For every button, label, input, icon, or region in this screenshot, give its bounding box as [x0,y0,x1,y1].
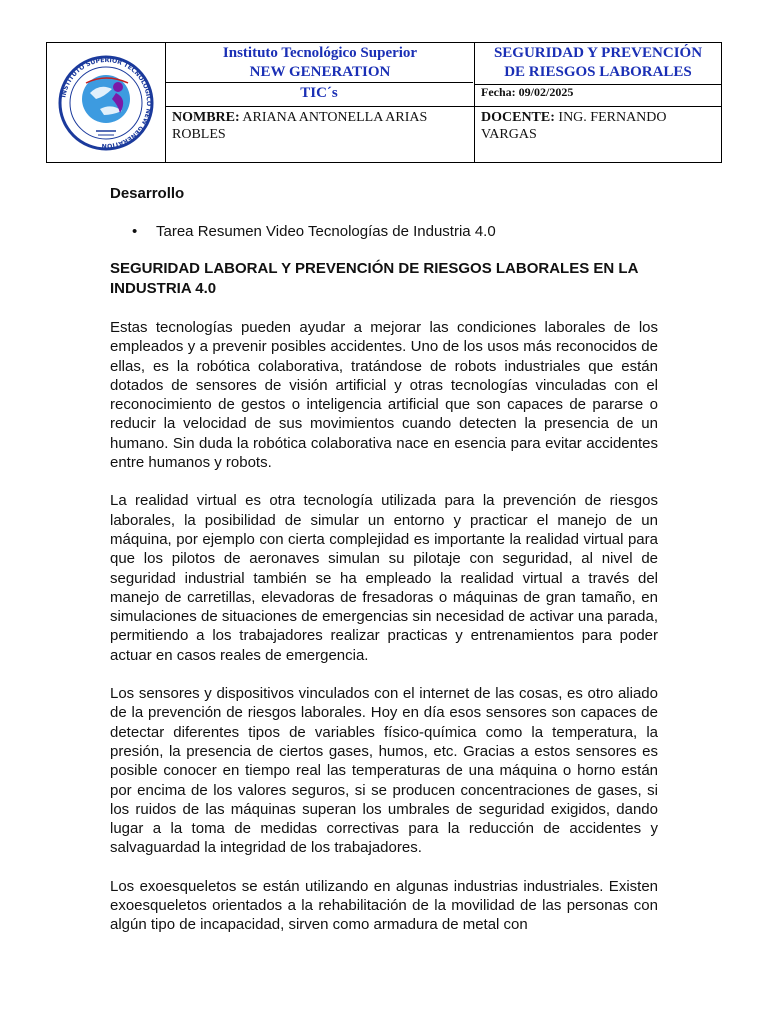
logo-cell [47,43,166,163]
paragraph-iot-sensors: Los sensores y dispositivos vinculados con el internet de las cosas, es otro aliado de la prevención de riesgos laborales. Hoy en día esos sensores son capaces de detectar diferentes tipos de variables físico-química como la temperatura, la presión, la presencia de ciertos gases, humos, etc. Gracias a estos sensores es posible conocer en tiempo real las temperaturas de una máquina o horno están por encima de los valores seguros, si se producen concentraciones de gases, si los ruidos de las máquinas superan los umbrales de seguridad exigidos, dando lugar a la toma de medidas correctivas para la reducción de accidentes y salvaguardad la integridad de los trabajadores. [110,685,658,857]
institute-line1: Instituto Tecnológico Superior [222,45,418,61]
bullet-item [110,222,658,241]
career-label: TIC´s [165,82,473,103]
article-heading: SEGURIDAD LABORAL Y PREVENCIÓN DE RIESGOS LABORALES EN LA INDUSTRIA 4.0 [110,260,638,297]
section-title: Desarrollo [110,185,185,202]
subject-title [475,43,722,85]
name-label: NOMBRE: [172,110,240,125]
paragraph-robotics: Estas tecnologías pueden ayudar a mejorar las condiciones laborales de los empleados y a prevenir posibles accidentes. Uno de los usos más reconocidos de ellas, es la robótica colaborativa, tratándose de robots industriales que están dotados de sensores de visión artificial y otras tecnologías vinculadas con el reconocimiento de gestos o inteligencia artificial que son capaces de pararse o reducir la velocidad de sus movimientos cuando detecten la presencia de un humano. Sin duda la robótica colaborativa nace en esencia para evitar accidentes entre humanos y robots. [110,319,658,472]
institute-line2: NEW GENERATION [249,64,391,80]
document-body [110,180,658,950]
date-cell [475,85,722,107]
student-name-cell [166,107,475,163]
bullet-icon: • [132,223,138,240]
date-value: 09/02/2025 [518,85,574,99]
institute-logo [56,53,156,153]
teacher-cell [475,107,722,163]
paragraph-virtual-reality: La realidad virtual es otra tecnología utilizada para la prevención de riesgos laborales, la posibilidad de simular un entorno y practicar el manejo de un máquina, por ejemplo con cierta complejidad es importante la realidad virtual para que los pilotos de aeronaves simulan su pilotaje con seguridad, al nivel de seguridad industrial también se ha empleado la realidad virtual a través del manejo de carretillas, elevadoras de fresadoras o máquinas de gran tamaño, en simulaciones de situaciones de emergencias sin necesidad de activar una parada, permitiendo a los trabajadores realizar practicas y entrenamientos para poder actuar en casos reales de emergencia. [110,492,658,664]
subject-line2: DE RIESGOS LABORALES [504,64,692,80]
paragraph-exoskeletons: Los exoesqueletos se están utilizando en algunas industrias industriales. Existen exoesqueletos orientados a la rehabilitación de la movilidad de las personas con algún tipo de incapacidad, sirven como armadura de metal con [110,877,658,934]
name-value: ARIANA ANTONELLA ARIAS ROBLES [172,110,428,142]
logo-ring-text: INSTITUTO SUPERIOR TECNOLÓGICO NEW GENERATION [60,56,153,149]
bullet-text: Tarea Resumen Video Tecnologías de Industria 4.0 [156,223,496,240]
teacher-label: DOCENTE: [481,110,555,125]
date-label: Fecha: [481,85,516,99]
subject-line1: SEGURIDAD Y PREVENCIÓN [493,45,703,61]
teacher-value: ING. FERNANDO VARGAS [481,110,667,142]
